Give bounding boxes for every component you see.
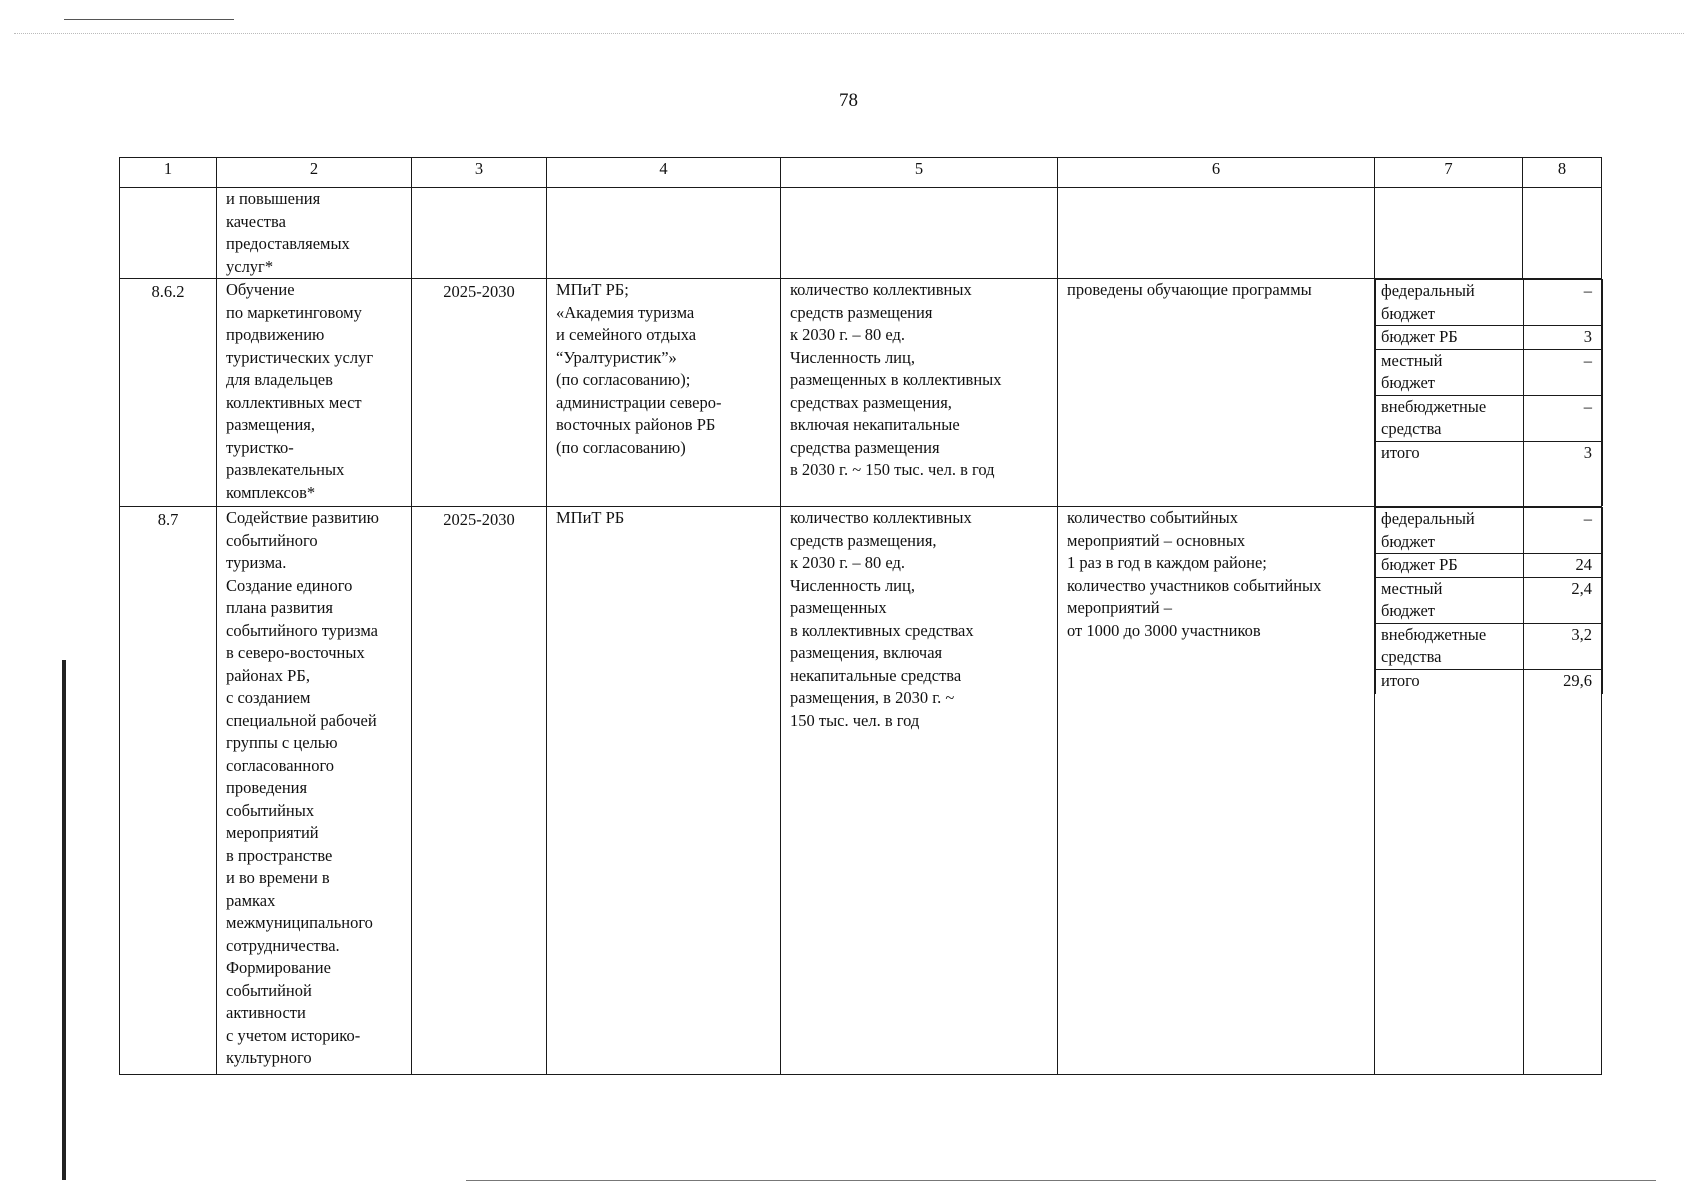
finance-table [1375,279,1603,506]
finance-amount: – [1524,395,1603,441]
header-row [120,158,1602,188]
executor: МПиТ РБ [547,507,781,1075]
scan-artifact-left-edge [62,660,66,1180]
table-row [120,507,1602,1075]
finance-source: бюджет РБ [1376,326,1524,350]
cell-name: и повышения качества предоставляемых услуг* [217,188,412,279]
finance-block [1375,279,1602,507]
finance-amount: 3,2 [1524,623,1603,669]
finance-row [1376,441,1603,506]
indicator: количество коллективных средств размещения, к 2030 г. – 80 ед. Численность лиц, размещенных в коллективных средствах размещения, включая некапитальные средства размещения, в 2030 г. ~ 150 тыс. чел. в год [781,507,1058,1075]
table-row [120,279,1602,507]
period: 2025-2030 [412,279,547,507]
finance-amount: 24 [1524,554,1603,578]
finance-amount: 2,4 [1524,577,1603,623]
header-cell: 3 [412,158,547,188]
finance-source: итого [1376,669,1524,694]
scan-artifact-bottom-line [466,1180,1656,1181]
finance-row [1376,349,1603,395]
cell-indicator [781,188,1058,279]
finance-row [1376,669,1603,694]
finance-source: местный бюджет [1376,349,1524,395]
finance-row [1376,577,1603,623]
finance-row [1376,280,1603,326]
finance-row [1376,508,1603,554]
measure-name: Обучение по маркетинговому продвижению туристических услуг для владельцев коллективных мест размещения, туристко- развлекательных комплексов* [217,279,412,507]
finance-source: бюджет РБ [1376,554,1524,578]
finance-row [1376,326,1603,350]
row-number: 8.7 [120,507,217,1075]
cell-result [1058,188,1375,279]
finance-source: федеральный бюджет [1376,280,1524,326]
finance-source: итого [1376,441,1524,506]
cell-finance-amount [1523,188,1602,279]
finance-source: внебюджетные средства [1376,395,1524,441]
header-cell: 4 [547,158,781,188]
header-cell: 8 [1523,158,1602,188]
page-number: 78 [839,90,858,111]
finance-amount: – [1524,280,1603,326]
finance-source: местный бюджет [1376,577,1524,623]
finance-amount: 29,6 [1524,669,1603,694]
header-cell: 1 [120,158,217,188]
finance-block [1375,507,1602,1075]
finance-amount: 3 [1524,326,1603,350]
expected-result: количество событийных мероприятий – основных 1 раз в год в каждом районе; количество участников событийных мероприятий – от 1000 до 3000 участников [1058,507,1375,1075]
measure-name: Содействие развитию событийного туризма. Создание единого плана развития событийного туризма в северо-восточных районах РБ, с созданием специальной рабочей группы с целью согласованного проведения событийных мероприятий в пространстве и во времени в рамках межмуниципального сотрудничества. Формирование событийной активности с учетом историко- культурного [217,507,412,1075]
header-cell: 5 [781,158,1058,188]
finance-row [1376,623,1603,669]
row-number: 8.6.2 [120,279,217,507]
table-row-continuation [120,188,1602,279]
finance-table [1375,507,1603,694]
finance-source: федеральный бюджет [1376,508,1524,554]
finance-divider [1523,507,1524,1074]
cell-executor [547,188,781,279]
finance-amount: – [1524,508,1603,554]
finance-source: внебюджетные средства [1376,623,1524,669]
header-cell: 6 [1058,158,1375,188]
cell-period [412,188,547,279]
finance-amount: – [1524,349,1603,395]
finance-row [1376,554,1603,578]
scan-artifact-top-line [64,19,234,20]
executor: МПиТ РБ; «Академия туризма и семейного отдыха “Уралтуристик”» (по согласованию); администрации северо- восточных районов РБ (по согласованию) [547,279,781,507]
finance-row [1376,395,1603,441]
expected-result: проведены обучающие программы [1058,279,1375,507]
document-table [119,157,1602,1075]
finance-amount: 3 [1524,441,1603,506]
cell-finance-source [1375,188,1523,279]
indicator: количество коллективных средств размещения к 2030 г. – 80 ед. Численность лиц, размещенных в коллективных средствах размещения, включая некапитальные средства размещения в 2030 г. ~ 150 тыс. чел. в год [781,279,1058,507]
header-cell: 7 [1375,158,1523,188]
cell-num [120,188,217,279]
header-cell: 2 [217,158,412,188]
scan-artifact-dotted-line [14,33,1684,34]
period: 2025-2030 [412,507,547,1075]
